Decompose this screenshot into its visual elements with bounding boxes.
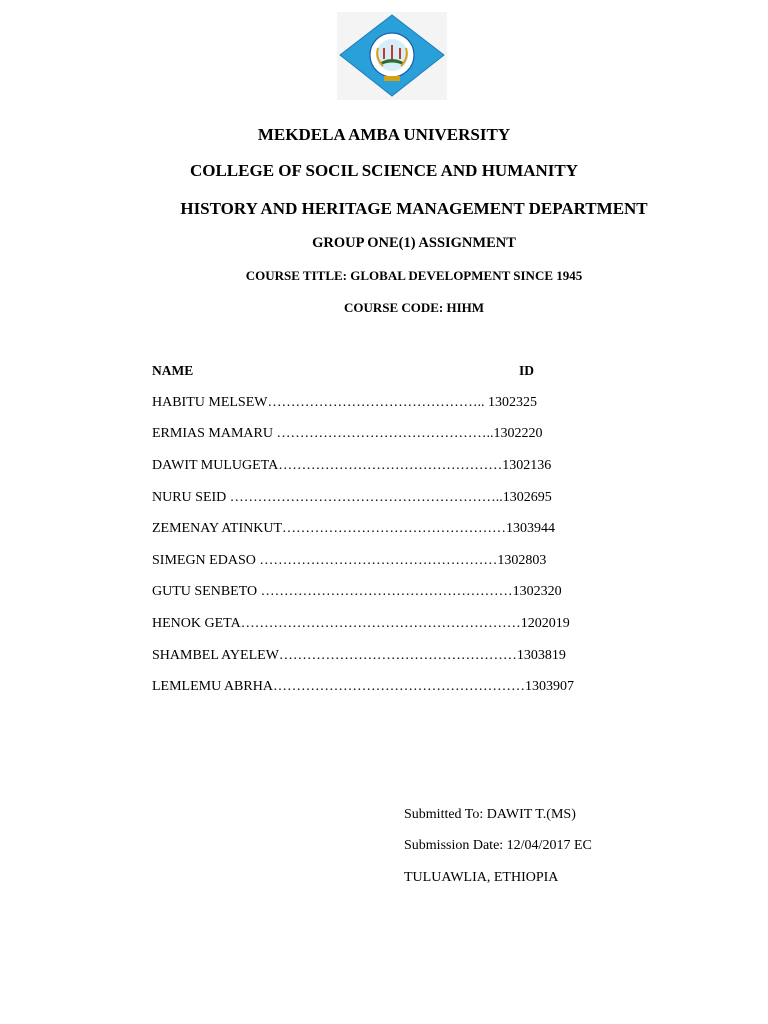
member-row: HENOK GETA……………………………………………………1202019 <box>152 616 570 631</box>
id-column-header: ID <box>519 363 535 378</box>
location: TULUAWLIA, ETHIOPIA <box>404 870 559 885</box>
name-column-header: NAME <box>152 363 194 378</box>
university-name: MEKDELA AMBA UNIVERSITY <box>257 125 511 144</box>
department-name: HISTORY AND HERITAGE MANAGEMENT DEPARTMENT <box>180 199 648 218</box>
university-logo <box>337 12 447 100</box>
member-row: ZEMENAY ATINKUT…………………………………………1303944 <box>152 521 556 536</box>
member-row: GUTU SENBETO ………………………………………………1302320 <box>152 584 562 599</box>
member-row: SIMEGN EDASO ……………………………………………1302803 <box>152 553 547 568</box>
member-row: NURU SEID …………………………………………………..1302695 <box>152 490 552 505</box>
assignment-title: GROUP ONE(1) ASSIGNMENT <box>312 235 516 251</box>
member-row: DAWIT MULUGETA…………………………………………1302136 <box>152 458 552 473</box>
course-code: COURSE CODE: HIHM <box>343 300 485 315</box>
course-title: COURSE TITLE: GLOBAL DEVELOPMENT SINCE 1945 <box>245 268 583 283</box>
member-row: LEMLEMU ABRHA………………………………………………1303907 <box>152 679 574 694</box>
member-row: HABITU MELSEW……………………………………….. 1302325 <box>152 395 537 410</box>
submission-date: Submission Date: 12/04/2017 EC <box>404 838 592 853</box>
member-row: SHAMBEL AYELEW……………………………………………1303819 <box>152 648 566 663</box>
college-name: COLLEGE OF SOCIL SCIENCE AND HUMANITY <box>189 161 579 180</box>
submitted-to: Submitted To: DAWIT T.(MS) <box>404 807 576 822</box>
member-row: ERMIAS MAMARU ………………………………………..1302220 <box>152 426 543 441</box>
